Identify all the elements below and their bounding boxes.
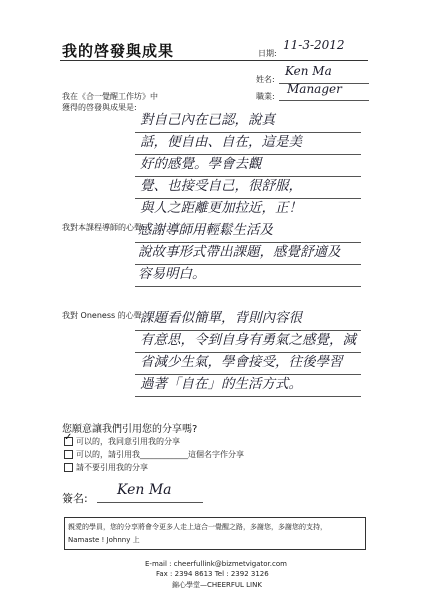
consent-option-3[interactable] bbox=[64, 462, 148, 473]
title-rule bbox=[60, 60, 368, 61]
consent-option-1-label: 可以的，我同意引用我的分享 bbox=[76, 437, 180, 446]
q2-rule-3 bbox=[135, 286, 361, 287]
signature-value: Ken Ma bbox=[117, 482, 172, 498]
q1-answer-line: 與人之距離更加拉近，正！ bbox=[140, 200, 302, 216]
date-value: 11-3-2012 bbox=[283, 38, 345, 52]
page-title: 我的啓發與成果 bbox=[62, 42, 175, 60]
q3-answer-line: 過著「自在」的生活方式。 bbox=[140, 376, 302, 392]
name-label: 姓名: bbox=[256, 75, 275, 84]
thanks-line1: 親愛的學員，您的分享將會令更多人走上這合一覺醒之路，多謝您，多謝您的支持， bbox=[68, 523, 327, 531]
signature-label: 簽名: bbox=[62, 492, 88, 505]
q2-answer-line: 容易明白。 bbox=[138, 266, 206, 282]
q3-answer bbox=[140, 307, 356, 395]
q1-label-line2: 獲得的啓發與成果是: bbox=[62, 103, 137, 112]
date-label: 日期: bbox=[258, 49, 277, 58]
consent-option-1[interactable] bbox=[64, 436, 180, 447]
job-value: Manager bbox=[287, 82, 342, 96]
q3-rule-4 bbox=[135, 396, 361, 397]
thanks-line2: Namaste ! Johnny 上 bbox=[68, 536, 140, 544]
q1-label-line1: 我在《合一覺醒工作坊》中 bbox=[62, 92, 158, 101]
consent-checkbox-3[interactable] bbox=[64, 463, 73, 472]
consent-question: 您願意讓我們引用您的分享嗎? bbox=[62, 424, 198, 435]
q2-label: 我對本課程導師的心聲: bbox=[62, 223, 145, 232]
q1-answer-line: 覺、也接受自己，很舒服， bbox=[140, 178, 302, 194]
q3-label: 我對 Oneness 的心聲: bbox=[62, 311, 145, 320]
q2-answer-line: 說故事形式帶出課題，感覺舒適及 bbox=[138, 244, 341, 260]
consent-option-2[interactable] bbox=[64, 449, 244, 460]
q3-answer-line: 有意思，令到自身有勇氣之感覺，減 bbox=[140, 332, 356, 348]
consent-option-2-label: 可以的，請引用我____________這個名字作分享 bbox=[76, 450, 244, 459]
name-value: Ken Ma bbox=[285, 64, 332, 78]
q2-answer-line: 感謝導師用輕鬆生活及 bbox=[138, 222, 273, 238]
thanks-box bbox=[64, 517, 366, 550]
consent-checkbox-1[interactable] bbox=[64, 437, 73, 446]
q1-answer bbox=[140, 109, 302, 219]
contact-phone: Fax : 2394 8613 Tel : 2392 3126 bbox=[156, 570, 269, 578]
job-underline bbox=[279, 100, 369, 101]
q2-answer bbox=[138, 219, 341, 285]
q1-answer-line: 話，便自由、自在，這是美 bbox=[140, 134, 302, 150]
q3-answer-line: 課題看似簡單，背則內容很 bbox=[140, 310, 302, 326]
job-label: 職業: bbox=[256, 92, 275, 101]
q1-answer-line: 好的感覺。學會去觀 bbox=[140, 156, 262, 172]
consent-option-3-label: 請不要引用我的分享 bbox=[76, 463, 148, 472]
q1-answer-line: 對自己內在已認，說真 bbox=[140, 112, 275, 128]
q3-answer-line: 省減少生氣，學會接受，往後學習 bbox=[140, 354, 343, 370]
consent-checkbox-2[interactable] bbox=[64, 450, 73, 459]
brand-name: 錦心學堂—CHEERFUL LINK bbox=[172, 581, 262, 589]
contact-email: E-mail : cheerfullink@bizmetvigator.com bbox=[145, 560, 287, 568]
signature-underline bbox=[97, 502, 203, 503]
